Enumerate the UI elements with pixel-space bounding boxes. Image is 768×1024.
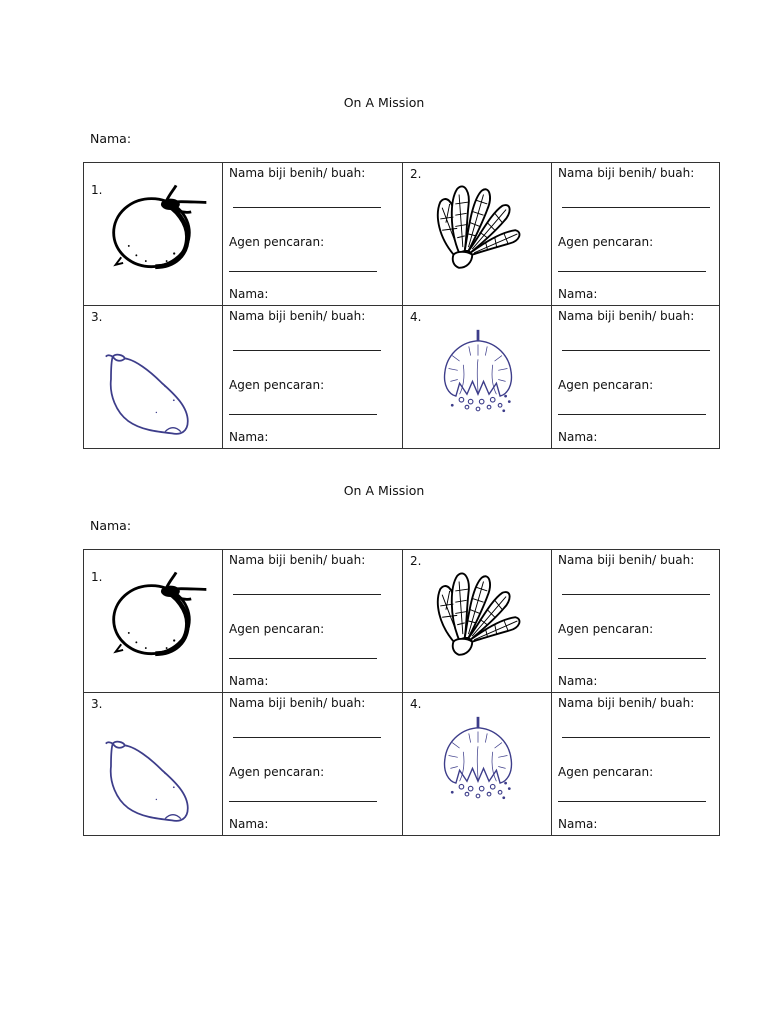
dispersal-agent-label: Agen pencaran:	[229, 622, 325, 636]
name-label: Nama:	[558, 430, 598, 444]
dispersal-agent-answer-line	[558, 271, 706, 272]
dispersal-agent-answer-line	[558, 658, 706, 659]
seed-name-answer-line	[562, 207, 710, 208]
name-label: Nama:	[558, 287, 598, 301]
seed-name-answer-line	[233, 350, 381, 351]
dispersal-agent-label: Agen pencaran:	[558, 235, 654, 249]
bursting-seed-pod-icon	[441, 715, 515, 807]
dispersal-agent-answer-line	[558, 414, 706, 415]
item-image-cell	[84, 693, 223, 836]
item-answer-cell	[552, 163, 720, 306]
item-number: 2.	[410, 554, 422, 568]
pea-pod-cluster-icon	[429, 566, 523, 660]
item-image-cell	[403, 163, 552, 306]
dispersal-agent-answer-line	[558, 801, 706, 802]
worksheet-title: On A Mission	[343, 95, 425, 110]
dispersal-agent-label: Agen pencaran:	[558, 378, 654, 392]
dispersal-agent-answer-line	[229, 658, 377, 659]
student-name-label: Nama:	[90, 131, 132, 146]
item-number: 4.	[410, 697, 422, 711]
seed-name-answer-line	[562, 737, 710, 738]
seed-name-label: Nama biji benih/ buah:	[558, 696, 695, 710]
seed-name-label: Nama biji benih/ buah:	[558, 309, 695, 323]
seed-name-answer-line	[233, 737, 381, 738]
name-label: Nama:	[558, 817, 598, 831]
item-image-cell	[403, 306, 552, 449]
dispersal-agent-answer-line	[229, 271, 377, 272]
worksheet-title: On A Mission	[343, 483, 425, 498]
item-image-cell	[84, 306, 223, 449]
seed-name-answer-line	[562, 594, 710, 595]
name-label: Nama:	[229, 817, 269, 831]
seed-name-label: Nama biji benih/ buah:	[558, 553, 695, 567]
item-answer-cell	[223, 693, 403, 836]
bursting-seed-pod-icon	[441, 328, 515, 420]
seed-name-label: Nama biji benih/ buah:	[229, 696, 366, 710]
student-name-label: Nama:	[90, 518, 132, 533]
round-fruit-icon	[108, 179, 212, 275]
item-image-cell	[403, 550, 552, 693]
item-number: 2.	[410, 167, 422, 181]
seed-name-label: Nama biji benih/ buah:	[558, 166, 695, 180]
table-row	[84, 693, 720, 836]
seed-name-label: Nama biji benih/ buah:	[229, 166, 366, 180]
item-answer-cell	[552, 693, 720, 836]
item-image-cell	[84, 163, 223, 306]
name-label: Nama:	[229, 287, 269, 301]
seed-name-answer-line	[562, 350, 710, 351]
seed-name-label: Nama biji benih/ buah:	[229, 309, 366, 323]
item-answer-cell	[223, 550, 403, 693]
papaya-icon	[104, 735, 200, 829]
table-row	[84, 163, 720, 306]
seed-name-answer-line	[233, 594, 381, 595]
table-row	[84, 550, 720, 693]
name-label: Nama:	[558, 674, 598, 688]
item-number: 4.	[410, 310, 422, 324]
item-image-cell	[84, 550, 223, 693]
dispersal-agent-answer-line	[229, 801, 377, 802]
name-label: Nama:	[229, 430, 269, 444]
dispersal-agent-label: Agen pencaran:	[229, 765, 325, 779]
dispersal-agent-label: Agen pencaran:	[558, 765, 654, 779]
dispersal-agent-label: Agen pencaran:	[229, 378, 325, 392]
item-number: 1.	[91, 183, 103, 197]
dispersal-agent-answer-line	[229, 414, 377, 415]
item-answer-cell	[552, 306, 720, 449]
worksheet-table	[83, 549, 720, 836]
dispersal-agent-label: Agen pencaran:	[558, 622, 654, 636]
round-fruit-icon	[108, 566, 212, 662]
item-number: 1.	[91, 570, 103, 584]
item-answer-cell	[223, 163, 403, 306]
name-label: Nama:	[229, 674, 269, 688]
item-answer-cell	[223, 306, 403, 449]
table-row	[84, 306, 720, 449]
papaya-icon	[104, 348, 200, 442]
item-answer-cell	[552, 550, 720, 693]
item-number: 3.	[91, 697, 103, 711]
seed-name-label: Nama biji benih/ buah:	[229, 553, 366, 567]
item-number: 3.	[91, 310, 103, 324]
item-image-cell	[403, 693, 552, 836]
worksheet-table	[83, 162, 720, 449]
dispersal-agent-label: Agen pencaran:	[229, 235, 325, 249]
pea-pod-cluster-icon	[429, 179, 523, 273]
seed-name-answer-line	[233, 207, 381, 208]
